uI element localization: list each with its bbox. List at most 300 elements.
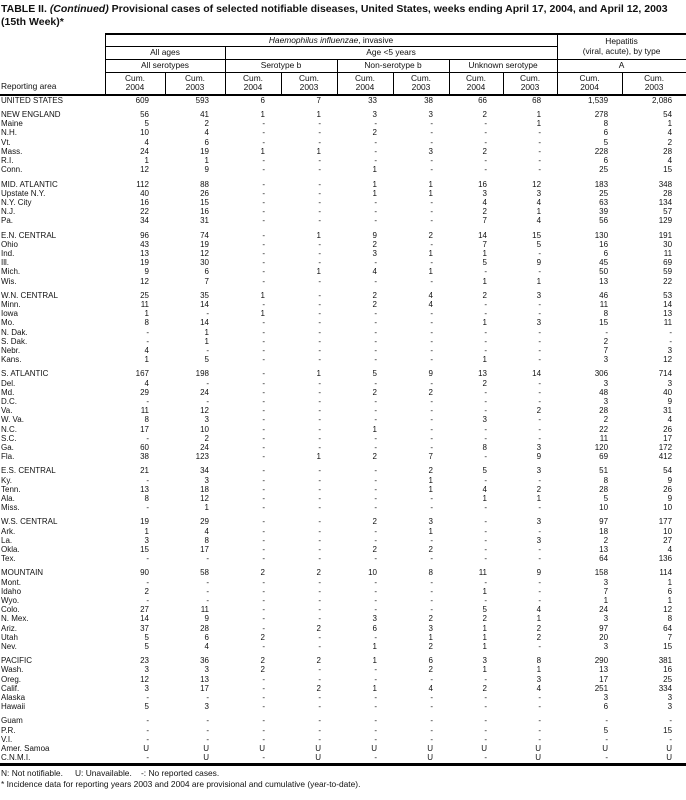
value-cell: 5 bbox=[372, 369, 377, 379]
value-cell: 1 bbox=[144, 309, 149, 319]
value-cell: - bbox=[318, 665, 321, 675]
value-cell: 120 bbox=[594, 442, 609, 452]
table-row bbox=[0, 744, 686, 753]
value-cell: 53 bbox=[663, 290, 673, 300]
value-cell: 3 bbox=[372, 110, 377, 120]
value-cell: - bbox=[262, 734, 265, 744]
value-cell: - bbox=[374, 725, 377, 735]
value-cell: 2 bbox=[428, 545, 433, 555]
value-cell: 3 bbox=[536, 290, 542, 300]
value-cell: 3 bbox=[536, 442, 542, 452]
value-cell: - bbox=[318, 188, 321, 198]
table-row bbox=[0, 406, 686, 415]
value-cell: - bbox=[318, 290, 321, 300]
value-cell: - bbox=[484, 396, 487, 406]
title-week: (15th Week)* bbox=[1, 15, 64, 28]
value-cell: 4 bbox=[372, 267, 377, 277]
value-cell: - bbox=[538, 146, 542, 156]
reporting-area-cell: Colo. bbox=[1, 605, 20, 615]
table-row bbox=[0, 605, 686, 614]
value-cell: 381 bbox=[658, 656, 673, 666]
value-cell: 7 bbox=[316, 95, 321, 105]
value-cell: - bbox=[538, 327, 542, 337]
all-ages-header: All ages bbox=[105, 47, 225, 60]
value-cell: U bbox=[535, 744, 542, 754]
value-cell: 4 bbox=[204, 642, 209, 652]
value-cell: 11 bbox=[478, 568, 487, 578]
title-prefix: TABLE II. bbox=[1, 3, 47, 15]
table-row bbox=[0, 624, 686, 633]
value-cell: - bbox=[318, 137, 321, 147]
value-cell: 5 bbox=[603, 725, 609, 735]
table-row bbox=[0, 665, 686, 674]
table-row bbox=[0, 337, 686, 346]
value-cell: - bbox=[318, 614, 321, 624]
value-cell: - bbox=[430, 577, 433, 587]
value-cell: - bbox=[262, 128, 265, 138]
value-cell: 10 bbox=[140, 128, 149, 138]
value-cell: - bbox=[318, 577, 321, 587]
footnote-asterisk: * Incidence data for reporting years 2003 and 2004 are provisional and cumulative (year-to-date). bbox=[1, 778, 361, 789]
value-cell: 3 bbox=[603, 378, 609, 388]
value-cell: - bbox=[430, 424, 433, 434]
value-cell: - bbox=[146, 503, 149, 513]
value-cell: - bbox=[318, 503, 321, 513]
value-cell: 9 bbox=[667, 475, 673, 485]
reporting-area-cell: Wis. bbox=[1, 276, 17, 286]
value-cell: 15 bbox=[532, 230, 542, 240]
value-cell: - bbox=[374, 355, 377, 365]
value-cell: 3 bbox=[372, 614, 377, 624]
value-cell: - bbox=[262, 503, 265, 513]
reporting-area-cell: Mont. bbox=[1, 577, 22, 587]
value-cell: - bbox=[146, 554, 149, 564]
value-cell: - bbox=[262, 596, 265, 606]
value-cell: - bbox=[262, 406, 265, 416]
value-cell: 191 bbox=[658, 230, 673, 240]
value-cell: - bbox=[538, 596, 542, 606]
reporting-area-cell: Fla. bbox=[1, 452, 15, 462]
table-row bbox=[0, 346, 686, 355]
value-cell: - bbox=[538, 345, 542, 355]
value-cell: 8 bbox=[603, 309, 609, 319]
table-row bbox=[0, 633, 686, 642]
table-row bbox=[0, 267, 686, 276]
value-cell: 278 bbox=[594, 110, 609, 120]
value-cell: 13 bbox=[140, 484, 149, 494]
value-cell: 16 bbox=[599, 239, 609, 249]
value-cell: - bbox=[374, 693, 377, 703]
value-cell: - bbox=[430, 378, 433, 388]
value-cell: 4 bbox=[144, 345, 149, 355]
value-cell: 37 bbox=[140, 623, 149, 633]
value-cell: 26 bbox=[663, 484, 673, 494]
value-cell: 2 bbox=[260, 665, 265, 675]
table-row bbox=[0, 596, 686, 605]
value-cell: - bbox=[262, 623, 265, 633]
reporting-area-header: Reporting area bbox=[0, 34, 105, 95]
value-cell: - bbox=[538, 378, 542, 388]
value-cell: - bbox=[262, 577, 265, 587]
value-cell: 134 bbox=[658, 197, 673, 207]
value-cell: - bbox=[538, 702, 542, 712]
value-cell: - bbox=[262, 415, 265, 425]
value-cell: - bbox=[538, 248, 542, 258]
value-cell: 5 bbox=[536, 239, 542, 249]
reporting-area-cell: V.I. bbox=[1, 734, 13, 744]
value-cell: - bbox=[262, 517, 265, 527]
value-cell: - bbox=[318, 433, 321, 443]
value-cell: 2 bbox=[372, 387, 377, 397]
value-cell: 1 bbox=[536, 276, 542, 286]
reporting-area-cell: P.R. bbox=[1, 725, 16, 735]
value-cell: 10 bbox=[200, 424, 209, 434]
data-table bbox=[0, 33, 686, 767]
value-cell: 29 bbox=[140, 387, 149, 397]
value-cell: - bbox=[318, 258, 321, 268]
value-cell: - bbox=[262, 466, 265, 476]
value-cell: 2 bbox=[316, 568, 321, 578]
value-cell: - bbox=[484, 424, 487, 434]
value-cell: U bbox=[427, 744, 433, 754]
table-row bbox=[0, 300, 686, 309]
value-cell: 3 bbox=[144, 665, 149, 675]
value-cell: 56 bbox=[599, 216, 609, 226]
value-cell: U bbox=[503, 753, 557, 765]
value-cell: - bbox=[430, 258, 433, 268]
table-row bbox=[0, 485, 686, 494]
value-cell: 1 bbox=[536, 110, 542, 120]
value-cell: 13 bbox=[200, 674, 209, 684]
value-cell: 1 bbox=[316, 369, 321, 379]
value-cell: 88 bbox=[200, 179, 209, 189]
value-cell: 1 bbox=[372, 179, 377, 189]
value-cell: 2 bbox=[536, 406, 542, 416]
cum-col-header: Cum. 2004 bbox=[449, 72, 503, 95]
value-cell: 1 bbox=[260, 146, 265, 156]
table-row bbox=[0, 563, 686, 577]
value-cell: 290 bbox=[594, 656, 609, 666]
value-cell: - bbox=[605, 734, 609, 744]
value-cell: 63 bbox=[599, 197, 609, 207]
value-cell: 14 bbox=[140, 614, 149, 624]
value-cell: - bbox=[206, 554, 209, 564]
value-cell: 8 bbox=[482, 442, 487, 452]
table-row bbox=[0, 711, 686, 725]
value-cell: - bbox=[484, 716, 487, 726]
value-cell: 17 bbox=[200, 545, 209, 555]
table-row bbox=[0, 216, 686, 225]
value-cell: 3 bbox=[482, 656, 487, 666]
value-cell: - bbox=[430, 156, 433, 166]
value-cell: 8 bbox=[144, 415, 149, 425]
value-cell: - bbox=[430, 586, 433, 596]
value-cell: 172 bbox=[658, 442, 673, 452]
value-cell: - bbox=[430, 503, 433, 513]
table-row bbox=[0, 379, 686, 388]
value-cell: - bbox=[262, 378, 265, 388]
value-cell: U bbox=[281, 753, 337, 765]
value-cell: - bbox=[430, 165, 433, 175]
value-cell: 48 bbox=[599, 387, 609, 397]
value-cell: 15 bbox=[200, 197, 209, 207]
value-cell: - bbox=[484, 156, 487, 166]
value-cell: - bbox=[484, 693, 487, 703]
value-cell: - bbox=[374, 396, 377, 406]
value-cell: 2 bbox=[372, 545, 377, 555]
value-cell: 2 bbox=[482, 378, 487, 388]
value-cell: 1,539 bbox=[588, 95, 609, 105]
value-cell: 177 bbox=[658, 517, 673, 527]
value-cell: 14 bbox=[200, 318, 209, 328]
value-cell: 8 bbox=[603, 119, 609, 129]
value-cell: - bbox=[449, 753, 503, 765]
value-cell: - bbox=[146, 396, 149, 406]
value-cell: - bbox=[262, 179, 265, 189]
value-cell: - bbox=[430, 716, 433, 726]
reporting-area-cell: Ill. bbox=[1, 258, 9, 268]
value-cell: 2 bbox=[482, 146, 487, 156]
value-cell: - bbox=[318, 725, 321, 735]
value-cell: 6 bbox=[204, 267, 209, 277]
value-cell: - bbox=[262, 475, 265, 485]
value-cell: - bbox=[374, 258, 377, 268]
value-cell: 14 bbox=[478, 230, 487, 240]
value-cell: 24 bbox=[599, 605, 609, 615]
value-cell: - bbox=[538, 309, 542, 319]
table-row bbox=[0, 165, 686, 174]
table-row bbox=[0, 651, 686, 665]
value-cell: 348 bbox=[658, 179, 673, 189]
value-cell: - bbox=[374, 156, 377, 166]
table-row bbox=[0, 364, 686, 378]
value-cell: 58 bbox=[200, 568, 209, 578]
value-cell: - bbox=[484, 554, 487, 564]
value-cell: 4 bbox=[667, 128, 673, 138]
value-cell: 8 bbox=[536, 656, 542, 666]
value-cell: - bbox=[262, 545, 265, 555]
reporting-area-cell: NEW ENGLAND bbox=[1, 110, 61, 120]
value-cell: - bbox=[538, 716, 542, 726]
table-row bbox=[0, 614, 686, 623]
value-cell: 17 bbox=[663, 433, 673, 443]
table-row bbox=[0, 642, 686, 651]
value-cell: 2 bbox=[372, 299, 377, 309]
value-cell: - bbox=[430, 535, 433, 545]
value-cell: 25 bbox=[599, 188, 609, 198]
value-cell: - bbox=[430, 725, 433, 735]
value-cell: 2 bbox=[536, 484, 542, 494]
serotype-b-header: Serotype b bbox=[225, 59, 337, 72]
title-continued: (Continued) bbox=[49, 3, 109, 15]
value-cell: 8 bbox=[667, 614, 673, 624]
value-cell: - bbox=[318, 248, 321, 258]
value-cell: - bbox=[430, 702, 433, 712]
value-cell: 11 bbox=[200, 605, 209, 615]
value-cell: - bbox=[206, 734, 209, 744]
value-cell: - bbox=[374, 716, 377, 726]
value-cell: - bbox=[318, 424, 321, 434]
value-cell: 4 bbox=[536, 216, 542, 226]
value-cell: - bbox=[430, 355, 433, 365]
value-cell: - bbox=[318, 119, 321, 129]
value-cell: 13 bbox=[599, 276, 609, 286]
value-cell: 31 bbox=[663, 406, 673, 416]
value-cell: 3 bbox=[667, 345, 673, 355]
value-cell: 1 bbox=[603, 596, 609, 606]
value-cell: - bbox=[430, 433, 433, 443]
value-cell: 15 bbox=[663, 165, 673, 175]
value-cell: 1 bbox=[482, 276, 487, 286]
reporting-area-cell: S. Dak. bbox=[1, 336, 28, 346]
value-cell: - bbox=[318, 632, 321, 642]
value-cell: 1 bbox=[316, 146, 321, 156]
table-row bbox=[0, 397, 686, 406]
value-cell: 1 bbox=[428, 484, 433, 494]
value-cell: 1 bbox=[372, 683, 377, 693]
value-cell: - bbox=[538, 433, 542, 443]
value-cell: 1 bbox=[482, 355, 487, 365]
reporting-area-cell: R.I. bbox=[1, 156, 14, 166]
value-cell: 1 bbox=[316, 452, 321, 462]
value-cell: 69 bbox=[663, 258, 673, 268]
reporting-area-cell: Ga. bbox=[1, 442, 14, 452]
value-cell: - bbox=[374, 197, 377, 207]
value-cell: - bbox=[374, 336, 377, 346]
value-cell: 10 bbox=[368, 568, 377, 578]
value-cell: 1 bbox=[316, 267, 321, 277]
value-cell: - bbox=[430, 327, 433, 337]
cum-col-header: Cum. 2003 bbox=[165, 72, 225, 95]
value-cell: - bbox=[318, 466, 321, 476]
value-cell: 2 bbox=[536, 623, 542, 633]
table-row bbox=[0, 198, 686, 207]
value-cell: 2 bbox=[204, 433, 209, 443]
value-cell: 17 bbox=[140, 424, 149, 434]
value-cell: - bbox=[538, 396, 542, 406]
value-cell: - bbox=[484, 137, 487, 147]
value-cell: U bbox=[143, 744, 149, 754]
value-cell: - bbox=[318, 716, 321, 726]
value-cell: 136 bbox=[658, 554, 673, 564]
cum-col-header: Cum. 2004 bbox=[557, 72, 622, 95]
value-cell: 2 bbox=[482, 110, 487, 120]
value-cell: - bbox=[484, 475, 487, 485]
value-cell: - bbox=[374, 665, 377, 675]
table-row bbox=[0, 309, 686, 318]
value-cell: - bbox=[484, 702, 487, 712]
value-cell: - bbox=[374, 216, 377, 226]
value-cell: - bbox=[262, 239, 265, 249]
table-row bbox=[0, 735, 686, 744]
value-cell: 41 bbox=[200, 110, 209, 120]
value-cell: - bbox=[430, 197, 433, 207]
value-cell: 20 bbox=[599, 632, 609, 642]
reporting-area-cell: C.N.M.I. bbox=[0, 753, 105, 765]
footnote-symbols bbox=[1, 768, 686, 778]
value-cell: - bbox=[430, 734, 433, 744]
value-cell: 1 bbox=[536, 207, 542, 217]
value-cell: - bbox=[318, 734, 321, 744]
value-cell: 3 bbox=[603, 614, 609, 624]
value-cell: 4 bbox=[482, 197, 487, 207]
reporting-area-cell: N. Dak. bbox=[1, 327, 28, 337]
value-cell: 3 bbox=[667, 702, 673, 712]
value-cell: 19 bbox=[200, 146, 209, 156]
value-cell: - bbox=[538, 545, 542, 555]
value-cell: - bbox=[484, 535, 487, 545]
value-cell: - bbox=[262, 355, 265, 365]
table-row bbox=[0, 156, 686, 165]
value-cell: - bbox=[262, 614, 265, 624]
value-cell: - bbox=[538, 415, 542, 425]
value-cell: 10 bbox=[663, 526, 673, 536]
value-cell: 1 bbox=[204, 503, 209, 513]
value-cell: 3 bbox=[536, 466, 542, 476]
value-cell: - bbox=[318, 276, 321, 286]
value-cell: 9 bbox=[428, 369, 433, 379]
value-cell: 13 bbox=[663, 309, 673, 319]
value-cell: - bbox=[430, 415, 433, 425]
value-cell: 8 bbox=[144, 318, 149, 328]
value-cell: - bbox=[206, 396, 209, 406]
value-cell: - bbox=[262, 267, 265, 277]
table-row bbox=[0, 328, 686, 337]
value-cell: 8 bbox=[603, 475, 609, 485]
value-cell: 2 bbox=[316, 623, 321, 633]
value-cell: 6 bbox=[372, 623, 377, 633]
table-row bbox=[0, 226, 686, 240]
hepatitis-header-line2: (viral, acute), by type bbox=[582, 45, 661, 56]
value-cell: - bbox=[318, 156, 321, 166]
value-cell: 3 bbox=[603, 396, 609, 406]
value-cell: 3 bbox=[667, 693, 673, 703]
value-cell: 28 bbox=[663, 188, 673, 198]
value-cell: 14 bbox=[532, 369, 542, 379]
table-row bbox=[0, 240, 686, 249]
value-cell: - bbox=[484, 596, 487, 606]
value-cell: - bbox=[206, 577, 209, 587]
value-cell: - bbox=[262, 336, 265, 346]
value-cell: U bbox=[666, 744, 673, 754]
unknown-serotype-header: Unknown serotype bbox=[449, 59, 557, 72]
value-cell: - bbox=[318, 535, 321, 545]
value-cell: - bbox=[262, 197, 265, 207]
value-cell: 22 bbox=[599, 424, 609, 434]
value-cell: 4 bbox=[144, 137, 149, 147]
value-cell: - bbox=[262, 586, 265, 596]
value-cell: 1 bbox=[667, 596, 673, 606]
value-cell: - bbox=[669, 327, 673, 337]
value-cell: - bbox=[262, 605, 265, 615]
value-cell: 1 bbox=[428, 632, 433, 642]
table-row bbox=[0, 277, 686, 286]
value-cell: 1 bbox=[428, 475, 433, 485]
value-cell: - bbox=[669, 716, 673, 726]
table-row bbox=[0, 545, 686, 554]
value-cell: 4 bbox=[536, 683, 542, 693]
value-cell: 16 bbox=[200, 207, 209, 217]
value-cell: 66 bbox=[478, 95, 487, 105]
value-cell: 1 bbox=[316, 110, 321, 120]
value-cell: - bbox=[262, 452, 265, 462]
value-cell: - bbox=[206, 345, 209, 355]
value-cell: - bbox=[262, 526, 265, 536]
value-cell: 3 bbox=[372, 248, 377, 258]
hep-a-header: A bbox=[557, 59, 686, 72]
table-row bbox=[0, 207, 686, 216]
value-cell: - bbox=[262, 258, 265, 268]
